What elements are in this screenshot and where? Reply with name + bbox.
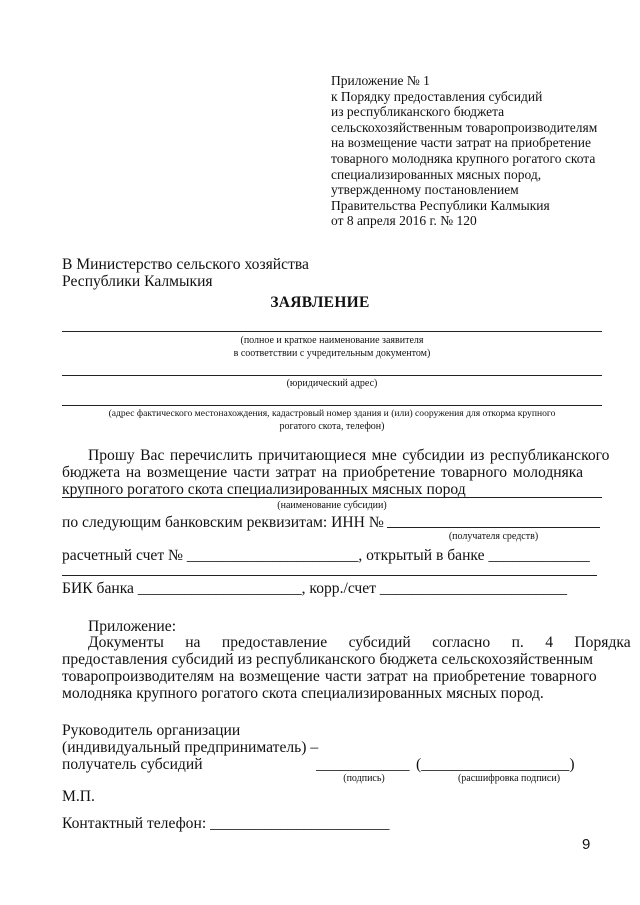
subsidy-name-line <box>62 497 602 498</box>
request-line-1: Прошу Вас перечислить причитающиеся мне субсидии из республиканского <box>88 447 610 464</box>
bik-label: БИК банка <box>62 580 134 597</box>
signatory-line-3: получатель субсидий <box>62 756 203 773</box>
legal-address-line <box>62 375 602 376</box>
applicant-name-caption-2: в соответствии с учредительным документом) <box>233 348 431 359</box>
corr-account-field[interactable]: ________________________ <box>379 580 568 597</box>
account-field[interactable]: ______________________ <box>186 547 359 564</box>
attachment-line-3: товаропроизводителям на возмещение части затрат на приобретение товарного <box>62 668 597 685</box>
signature-field[interactable]: ____________ <box>316 756 410 773</box>
seal-label: М.П. <box>62 788 95 805</box>
attachment-label: Приложение: <box>88 618 177 635</box>
actual-address-line <box>62 405 602 406</box>
document-title: ЗАЯВЛЕНИЕ <box>270 294 370 311</box>
bank-name-continuation-line <box>62 575 597 576</box>
signature-decoding-caption: (расшифровка подписи) <box>457 773 561 784</box>
appendix-line: утвержденному постановлением <box>331 182 519 198</box>
appendix-line: Приложение № 1 <box>331 73 430 88</box>
decode-close-paren: ) <box>569 756 575 773</box>
signatory-line-1: Руководитель организации <box>62 722 241 739</box>
page-number: 9 <box>582 836 591 853</box>
appendix-line: специализированных мясных пород, <box>331 166 542 182</box>
appendix-line: на возмещение части затрат на приобретение <box>331 135 591 151</box>
bank-details-label: по следующим банковским реквизитам: ИНН № <box>62 514 384 531</box>
attachment-line-1: Документы на предоставление субсидий согласно п. 4 Порядка <box>88 634 631 651</box>
appendix-line: Правительства Республики Калмыкия <box>331 197 550 213</box>
corr-label: , корр./счет <box>301 580 377 597</box>
actual-address-caption-1: (адрес фактического местонахождения, кадастровый номер здания и (или) сооружения для откорма крупного <box>108 408 556 419</box>
request-line-2: бюджета на возмещение части затрат на приобретение товарного молодняка <box>62 464 584 481</box>
bank-name-field[interactable]: _____________ <box>488 547 590 564</box>
signature-decoding-row <box>416 756 575 773</box>
bik-field[interactable]: _____________________ <box>137 580 302 597</box>
subsidy-name-caption: (наименование субсидии) <box>277 500 387 511</box>
opened-label: , открытый в банке <box>358 547 485 564</box>
signatory-line-2: (индивидуальный предприниматель) – <box>62 739 319 756</box>
contact-label: Контактный телефон: <box>62 815 207 832</box>
account-label: расчетный счет № <box>62 547 183 564</box>
appendix-line: сельскохозяйственным товаропроизводителям <box>331 119 598 135</box>
signature-caption: (подпись) <box>343 773 385 784</box>
attachment-line-4: молодняка крупного рогатого скота специализированных мясных пород. <box>62 685 544 702</box>
appendix-line: от 8 апреля 2016 г. № 120 <box>331 213 477 229</box>
attachment-line-2: предоставления субсидий из республиканского бюджета сельскохозяйственным <box>62 651 594 668</box>
signature-decoding-field[interactable]: ___________________ <box>421 756 570 773</box>
applicant-name-line <box>62 331 602 332</box>
recipient-caption: (получателя средств) <box>448 531 539 542</box>
request-line-3: крупного рогатого скота специализированных мясных пород <box>62 481 466 498</box>
appendix-block <box>331 73 631 229</box>
bik-row <box>62 580 567 597</box>
contact-row <box>62 815 389 832</box>
account-row <box>62 547 590 564</box>
applicant-name-caption-1: (полное и краткое наименование заявителя <box>240 335 424 346</box>
appendix-line: товарного молодняка крупного рогатого скота <box>331 150 596 166</box>
inn-field[interactable] <box>387 527 600 528</box>
legal-address-caption: (юридический адрес) <box>286 378 378 389</box>
decode-open-paren: ( <box>416 756 422 773</box>
addressee-line-2: Республики Калмыкия <box>62 273 213 290</box>
actual-address-caption-2: рогатого скота, телефон) <box>279 421 385 432</box>
contact-phone-field[interactable]: _______________________ <box>210 815 390 832</box>
appendix-line: к Порядку предоставления субсидий <box>331 88 543 104</box>
appendix-line: из республиканского бюджета <box>331 104 505 120</box>
addressee-line-1: В Министерство сельского хозяйства <box>62 256 309 273</box>
